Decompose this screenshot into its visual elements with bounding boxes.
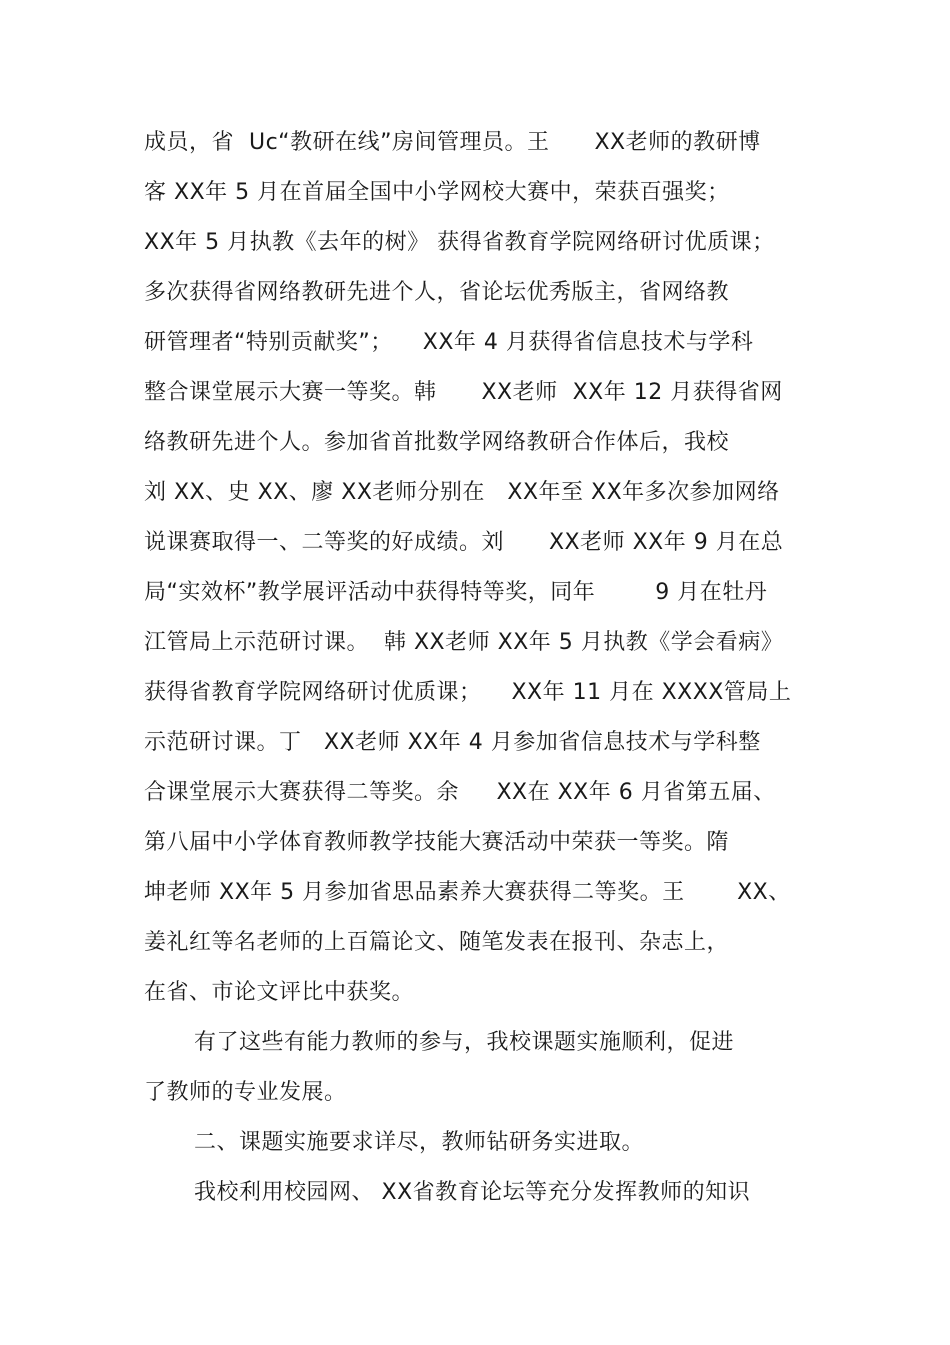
- text-line-16: 坤老师 XX年 5 月参加省思品素养大赛获得二等奖。王 XX、: [144, 880, 791, 905]
- text-line-6: 整合课堂展示大赛一等奖。韩 XX老师 XX年 12 月获得省网: [144, 380, 783, 405]
- text-line-14: 合课堂展示大赛获得二等奖。余 XX在 XX年 6 月省第五届、: [144, 780, 776, 805]
- paragraph-3-line-1: 我校利用校园网、 XX省教育论坛等充分发挥教师的知识: [194, 1180, 751, 1205]
- text-line-5: 研管理者“特别贡献奖”； XX年 4 月获得省信息技术与学科: [144, 330, 754, 355]
- section-heading-2: 二、课题实施要求详尽，教师钻研务实进取。: [194, 1130, 645, 1155]
- text-line-9: 说课赛取得一、二等奖的好成绩。刘 XX老师 XX年 9 月在总: [144, 530, 784, 555]
- text-line-17: 姜礼红等名老师的上百篇论文、随笔发表在报刊、杂志上，: [144, 930, 730, 955]
- paragraph-2-line-2: 了教师的专业发展。: [144, 1080, 347, 1105]
- paragraph-2-line-1: 有了这些有能力教师的参与，我校课题实施顺利，促进: [194, 1030, 735, 1055]
- text-line-13: 示范研讨课。丁 XX老师 XX年 4 月参加省信息技术与学科整: [144, 730, 761, 755]
- text-line-2: 客 XX年 5 月在首届全国中小学网校大赛中，荣获百强奖；: [144, 180, 730, 205]
- text-line-10: 局“实效杯”教学展评活动中获得特等奖，同年 9 月在牡丹: [144, 580, 768, 605]
- text-line-12: 获得省教育学院网络研讨优质课； XX年 11 月在 XXXX管局上: [144, 680, 792, 705]
- text-line-1: 成员，省 Uc“教研在线”房间管理员。王 XX老师的教研博: [144, 130, 761, 155]
- text-line-3: XX年 5 月执教《去年的树》 获得省教育学院网络研讨优质课；: [144, 230, 775, 255]
- text-line-11: 江管局上示范研讨课。 韩 XX老师 XX年 5 月执教《学会看病》: [144, 630, 784, 655]
- text-line-15: 第八届中小学体育教师教学技能大赛活动中荣获一等奖。隋: [144, 830, 730, 855]
- text-line-18: 在省、市论文评比中获奖。: [144, 980, 415, 1005]
- text-line-4: 多次获得省网络教研先进个人，省论坛优秀版主，省网络教: [144, 280, 730, 305]
- body-text: [144, 118, 824, 1218]
- text-line-8: 刘 XX、史 XX、廖 XX老师分别在 XX年至 XX年多次参加网络: [144, 480, 780, 505]
- text-line-7: 络教研先进个人。参加省首批数学网络教研合作体后，我校: [144, 430, 730, 455]
